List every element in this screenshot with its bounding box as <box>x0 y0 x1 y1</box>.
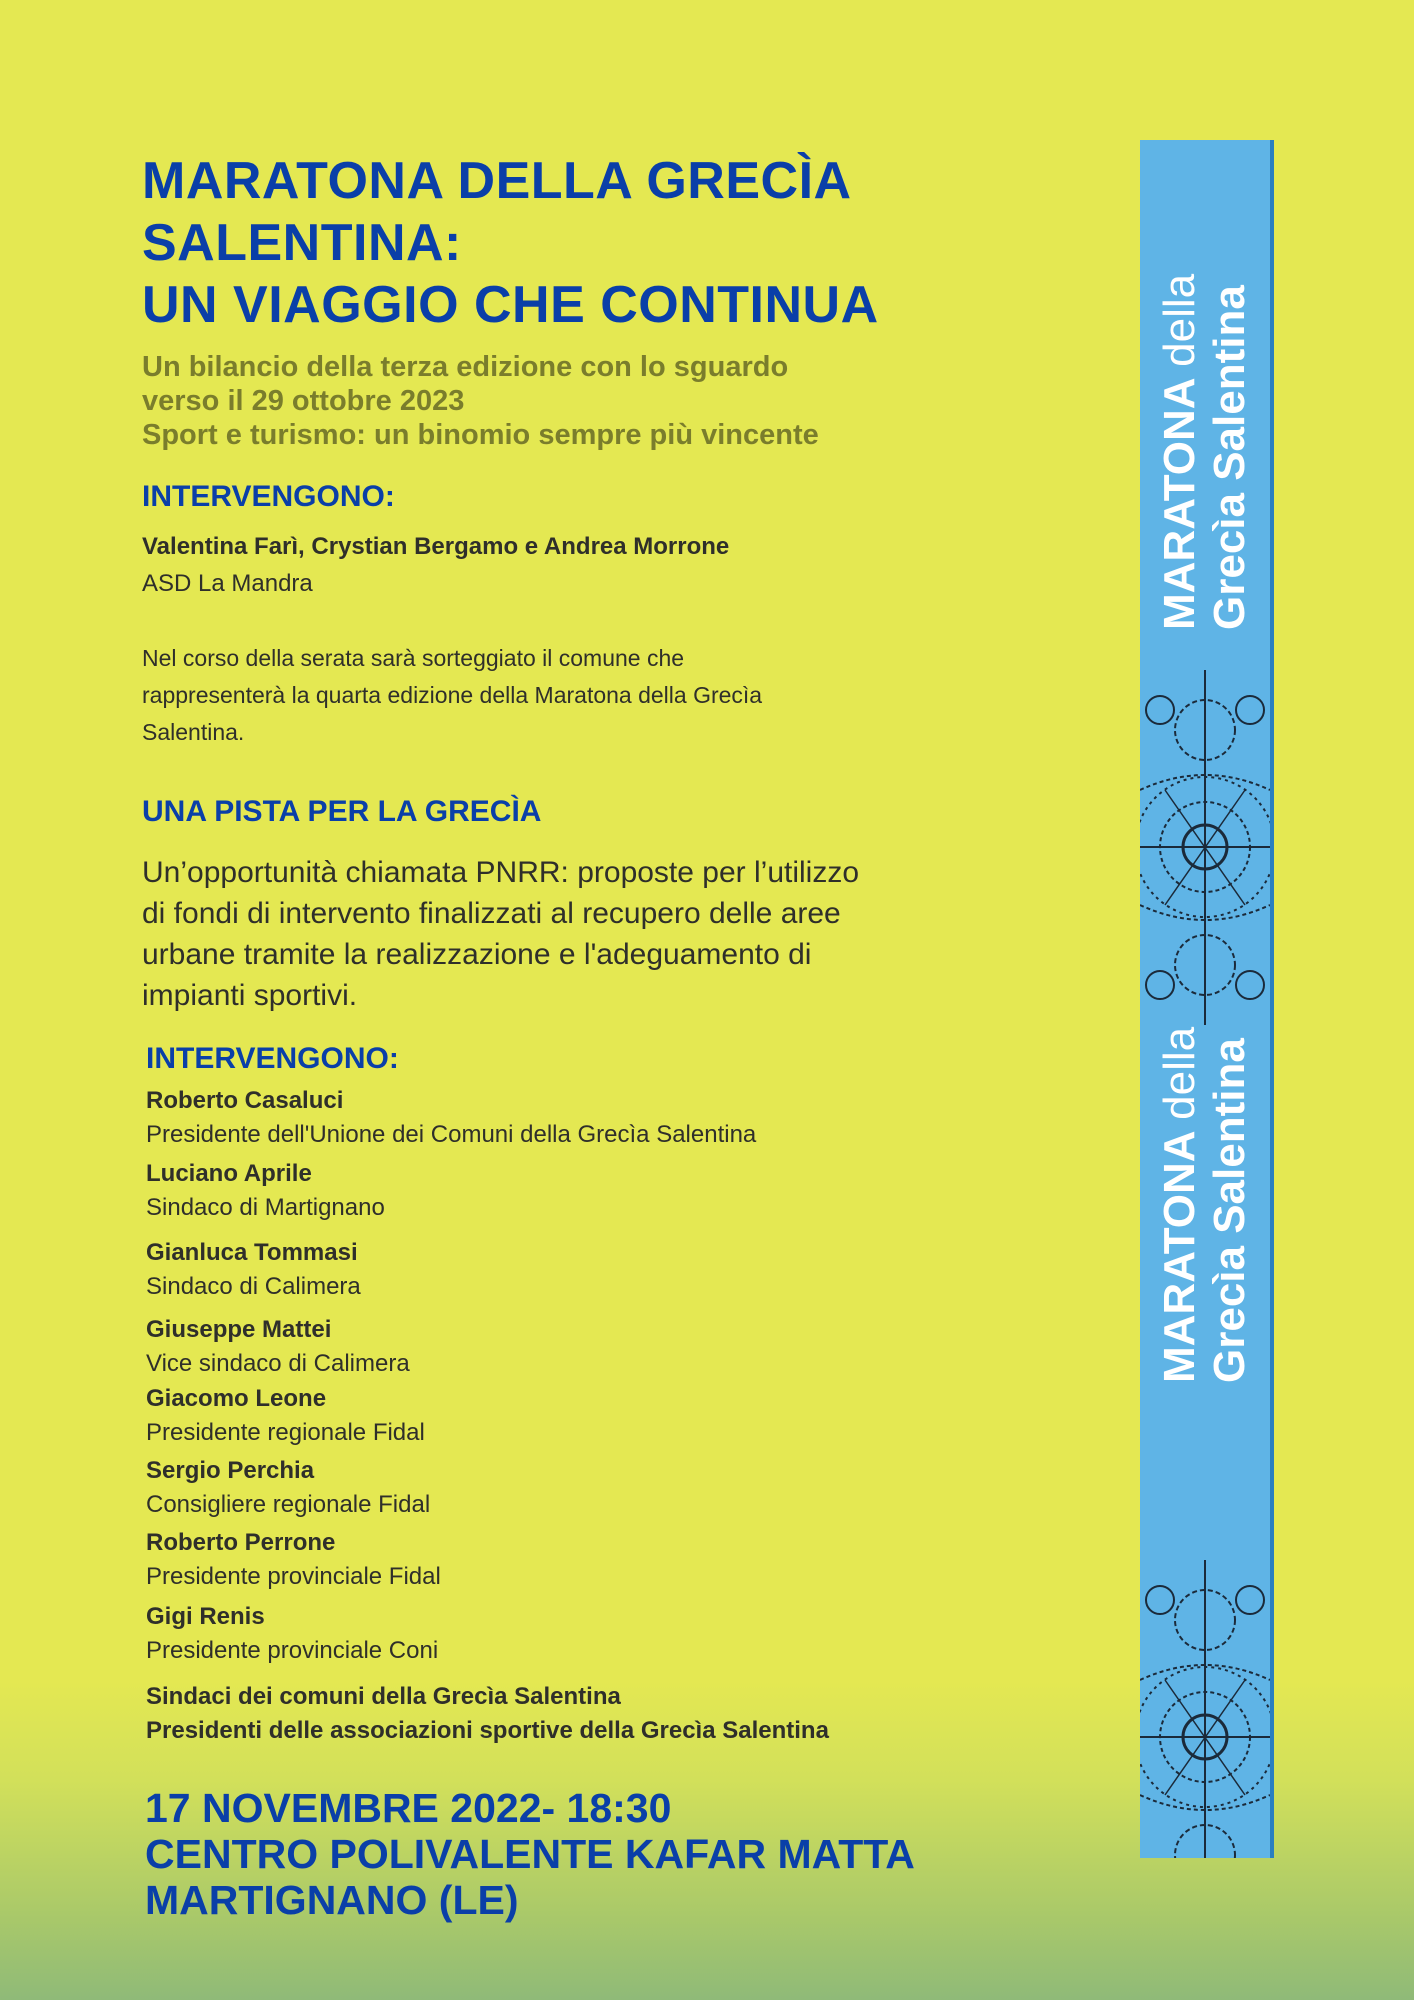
section1-org: ASD La Mandra <box>142 570 313 597</box>
speaker-item <box>146 1382 1046 1450</box>
speaker-role: Sindaco di Martignano <box>146 1194 385 1221</box>
section1-note <box>142 640 1042 751</box>
title-line: UN VIAGGIO CHE CONTINUA <box>142 276 879 334</box>
banner-line2: Grecìa Salentina <box>1205 1038 1254 1383</box>
event-venue: CENTRO POLIVALENTE KAFAR MATTA <box>145 1831 915 1877</box>
body-line: impianti sportivi. <box>142 979 358 1012</box>
speaker-role: Vice sindaco di Calimera <box>146 1350 410 1377</box>
speaker-role: Presidente regionale Fidal <box>146 1419 425 1446</box>
speaker-item <box>146 1236 1046 1304</box>
speaker-name: Gianluca Tommasi <box>146 1239 358 1266</box>
event-details <box>145 1785 1145 1923</box>
speaker-item <box>146 1084 1046 1152</box>
banner-word-bold: MARATONA <box>1155 1132 1204 1383</box>
speaker-item <box>146 1313 1046 1381</box>
speaker-name: Giacomo Leone <box>146 1385 327 1412</box>
speaker-role: Presidente provinciale Coni <box>146 1637 439 1664</box>
title-line: MARATONA DELLA GRECÌA <box>142 152 852 210</box>
event-location: MARTIGNANO (LE) <box>145 1877 519 1923</box>
section2-heading: UNA PISTA PER LA GRECÌA <box>142 795 542 828</box>
extra-line: Sindaci dei comuni della Grecìa Salentina <box>146 1683 621 1710</box>
speaker-name: Luciano Aprile <box>146 1160 312 1187</box>
event-date: 17 NOVEMBRE 2022- 18:30 <box>145 1785 672 1831</box>
body-line: di fondi di intervento finalizzati al recupero delle aree <box>142 897 841 930</box>
speaker-name: Roberto Perrone <box>146 1529 336 1556</box>
extra-participants <box>146 1680 1046 1748</box>
note-line: Nel corso della serata sarà sorteggiato il comune che <box>142 645 685 671</box>
title-line: SALENTINA: <box>142 214 462 272</box>
subtitle-line: verso il 29 ottobre 2023 <box>142 385 465 417</box>
banner-line2: Grecìa Salentina <box>1205 285 1254 630</box>
page-title <box>142 150 1002 336</box>
speaker-item <box>146 1157 1046 1225</box>
speaker-name: Giuseppe Mattei <box>146 1316 332 1343</box>
banner-text-top <box>1155 140 1255 630</box>
speaker-role: Presidente provinciale Fidal <box>146 1563 441 1590</box>
section1-heading: INTERVENGONO: <box>142 480 395 513</box>
speaker-name: Roberto Casaluci <box>146 1087 344 1114</box>
section2-body <box>142 852 1042 1016</box>
subtitle-line: Sport e turismo: un binomio sempre più vincente <box>142 419 819 451</box>
speaker-item <box>146 1600 1046 1668</box>
body-line: urbane tramite la realizzazione e l'adeguamento di <box>142 938 812 971</box>
extra-line: Presidenti delle associazioni sportive della Grecìa Salentina <box>146 1717 829 1744</box>
banner-word-bold: MARATONA <box>1155 379 1204 630</box>
subtitle-line: Un bilancio della terza edizione con lo sguardo <box>142 351 789 383</box>
speaker-role: Presidente dell'Unione dei Comuni della Grecìa Salentina <box>146 1121 757 1148</box>
speaker-role: Consigliere regionale Fidal <box>146 1491 431 1518</box>
note-line: rappresenterà la quarta edizione della Maratona della Grecìa <box>142 682 763 708</box>
subtitle <box>142 350 1002 452</box>
speaker-item <box>146 1454 1046 1522</box>
speaker-name: Sergio Perchia <box>146 1457 315 1484</box>
section2-speakers-heading: INTERVENGONO: <box>146 1042 399 1075</box>
banner-word-thin: della <box>1155 1026 1204 1120</box>
banner-text-bottom <box>1155 893 1255 1383</box>
banner-word-thin: della <box>1155 273 1204 367</box>
speaker-name: Gigi Renis <box>146 1603 265 1630</box>
section1-speakers: Valentina Farì, Crystian Bergamo e Andrea Morrone <box>142 533 730 560</box>
side-banner <box>1140 140 1274 1858</box>
note-line: Salentina. <box>142 719 245 745</box>
body-line: Un’opportunità chiamata PNRR: proposte per l’utilizzo <box>142 856 860 889</box>
speaker-item <box>146 1526 1046 1594</box>
speaker-role: Sindaco di Calimera <box>146 1273 361 1300</box>
lace-rosette-icon <box>1140 1560 1270 1858</box>
